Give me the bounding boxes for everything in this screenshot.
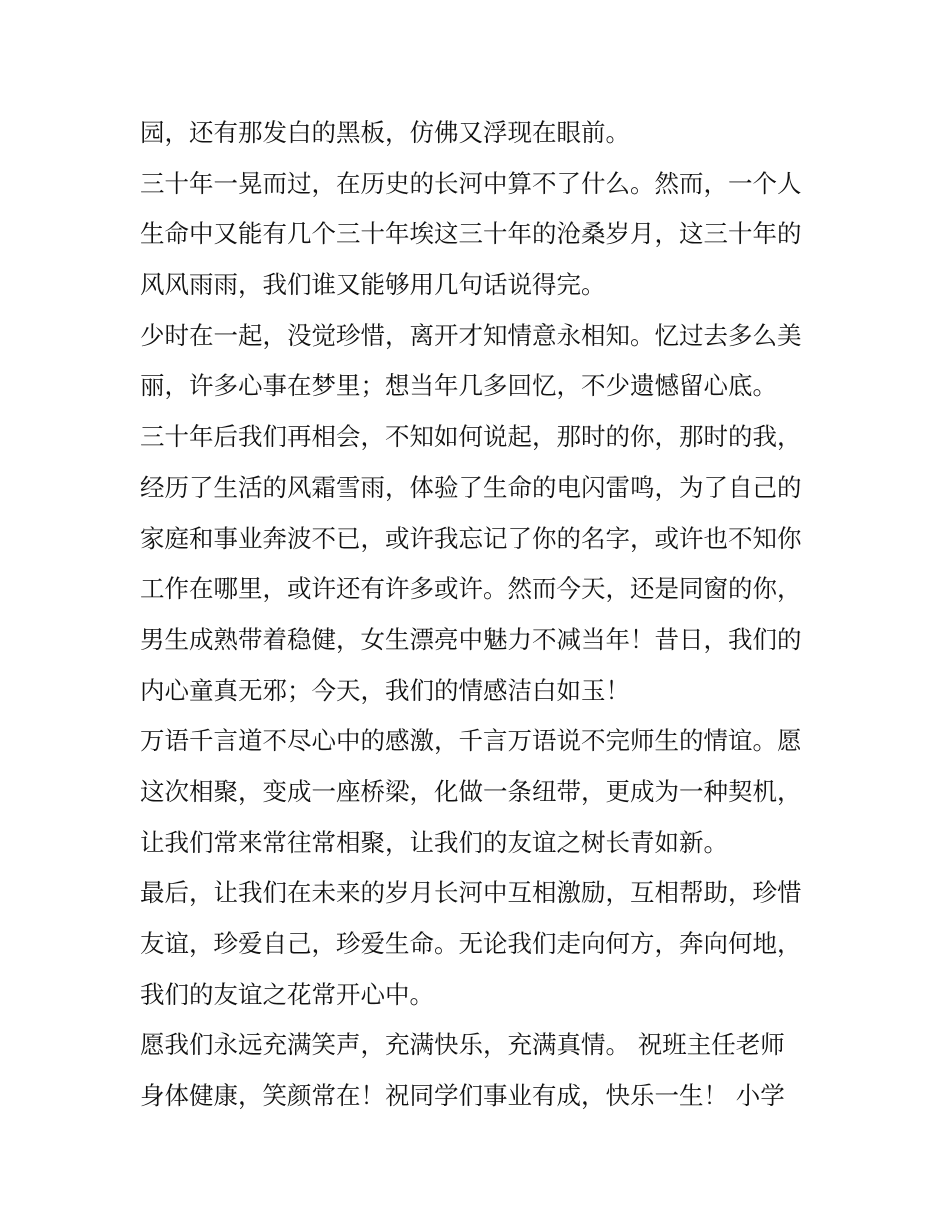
- text-line-11: 男生成熟带着稳健，女生漂亮中魅力不减当年！昔日，我们的: [140, 624, 802, 654]
- text-line-17: 友谊，珍爱自己，珍爱生命。无论我们走向何方，奔向何地，: [140, 929, 802, 958]
- text-line-16: 最后，让我们在未来的岁月长河中互相激励，互相帮助，珍惜: [140, 878, 802, 908]
- text-line-9: 家庭和事业奔波不已，或许我忘记了你的名字，或许也不知你: [140, 523, 802, 553]
- document-body-text: [140, 108, 820, 1122]
- text-line-5: 少时在一起，没觉珍惜，离开才知情意永相知。忆过去多么美: [140, 320, 802, 350]
- text-line-15: 让我们常来常往常相聚，让我们的友谊之树长青如新。: [140, 827, 728, 857]
- text-line-8: 经历了生活的风霜雪雨，体验了生命的电闪雷鸣，为了自己的: [140, 472, 802, 502]
- text-line-2: 三十年一晃而过，在历史的长河中算不了什么。然而，一个人: [140, 168, 802, 198]
- text-line-14: 这次相聚，变成一座桥梁，化做一条纽带，更成为一种契机，: [140, 776, 802, 806]
- text-line-7: 三十年后我们再相会，不知如何说起，那时的你，那时的我，: [140, 422, 802, 452]
- text-line-19: 愿我们永远充满笑声，充满快乐，充满真情。 祝班主任老师: [140, 1030, 785, 1060]
- text-line-13: 万语千言道不尽心中的感激，千言万语说不完师生的情谊。愿: [140, 726, 802, 756]
- text-line-6: 丽，许多心事在梦里；想当年几多回忆，不少遗憾留心底。: [140, 371, 777, 401]
- text-line-10: 工作在哪里，或许还有许多或许。然而今天，还是同窗的你，: [140, 574, 802, 604]
- text-line-20: 身体健康，笑颜常在！祝同学们事业有成，快乐一生！ 小学: [140, 1081, 785, 1111]
- text-line-4: 风风雨雨，我们谁又能够用几句话说得完。: [140, 270, 606, 300]
- text-line-12: 内心童真无邪；今天，我们的情感洁白如玉！: [140, 675, 630, 705]
- text-line-18: 我们的友谊之花常开心中。: [140, 979, 434, 1009]
- text-line-3: 生命中又能有几个三十年埃这三十年的沧桑岁月，这三十年的: [140, 219, 802, 249]
- text-line-1: 园，还有那发白的黑板，仿佛又浮现在眼前。: [140, 118, 630, 147]
